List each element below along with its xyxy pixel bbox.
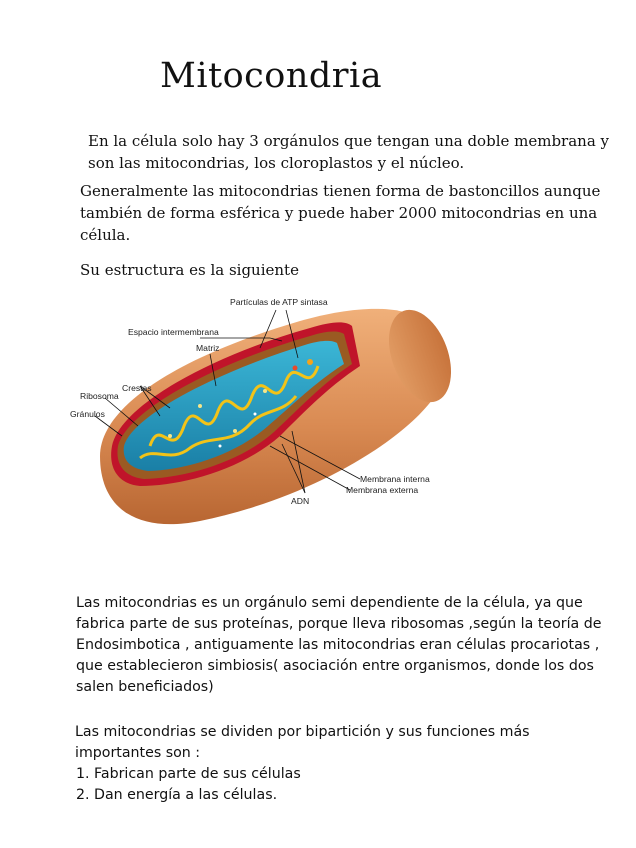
label-cristae: Crestas bbox=[122, 383, 152, 393]
origin-paragraph: Las mitocondrias es un orgánulo semi dependiente de la célula, ya que fabrica parte de sus proteínas, porque lleva ribosomas ,según la teoría de Endosimbotica , antiguamente las mitocondrias eran células procariotas , que establecieron simbiosis( asociación entre organismos, donde los dos salen beneficiados) bbox=[76, 595, 602, 695]
label-inner-membrane: Membrana interna bbox=[360, 474, 430, 484]
label-atp: Partículas de ATP sintasa bbox=[230, 297, 328, 307]
label-outer-membrane: Membrana externa bbox=[346, 485, 419, 495]
intro-paragraph: En la célula solo hay 3 orgánulos que tengan una doble membrana y son las mitocondrias, los cloroplastos y el núcleo. bbox=[88, 132, 610, 172]
structure-heading: Su estructura es la siguiente bbox=[80, 261, 299, 279]
mitochondrion-diagram bbox=[60, 296, 460, 546]
label-intermembrane: Espacio intermembrana bbox=[128, 327, 219, 337]
label-ribosome: Ribosoma bbox=[80, 391, 119, 401]
functions-list bbox=[76, 764, 301, 806]
list-item: 2. Dan energía a las células. bbox=[76, 787, 278, 803]
label-granules: Gránulos bbox=[70, 409, 105, 419]
label-matrix: Matriz bbox=[196, 343, 220, 353]
list-item: 1. Fabrican parte de sus células bbox=[76, 766, 301, 782]
label-dna: ADN bbox=[291, 496, 310, 506]
functions-intro: Las mitocondrias se dividen por bipartición y sus funciones más importantes son : bbox=[75, 724, 530, 761]
page-title: Mitocondria bbox=[160, 56, 383, 96]
shape-paragraph: Generalmente las mitocondrias tienen forma de bastoncillos aunque también de forma esférica y puede haber 2000 mitocondrias en una célula. bbox=[80, 182, 601, 244]
